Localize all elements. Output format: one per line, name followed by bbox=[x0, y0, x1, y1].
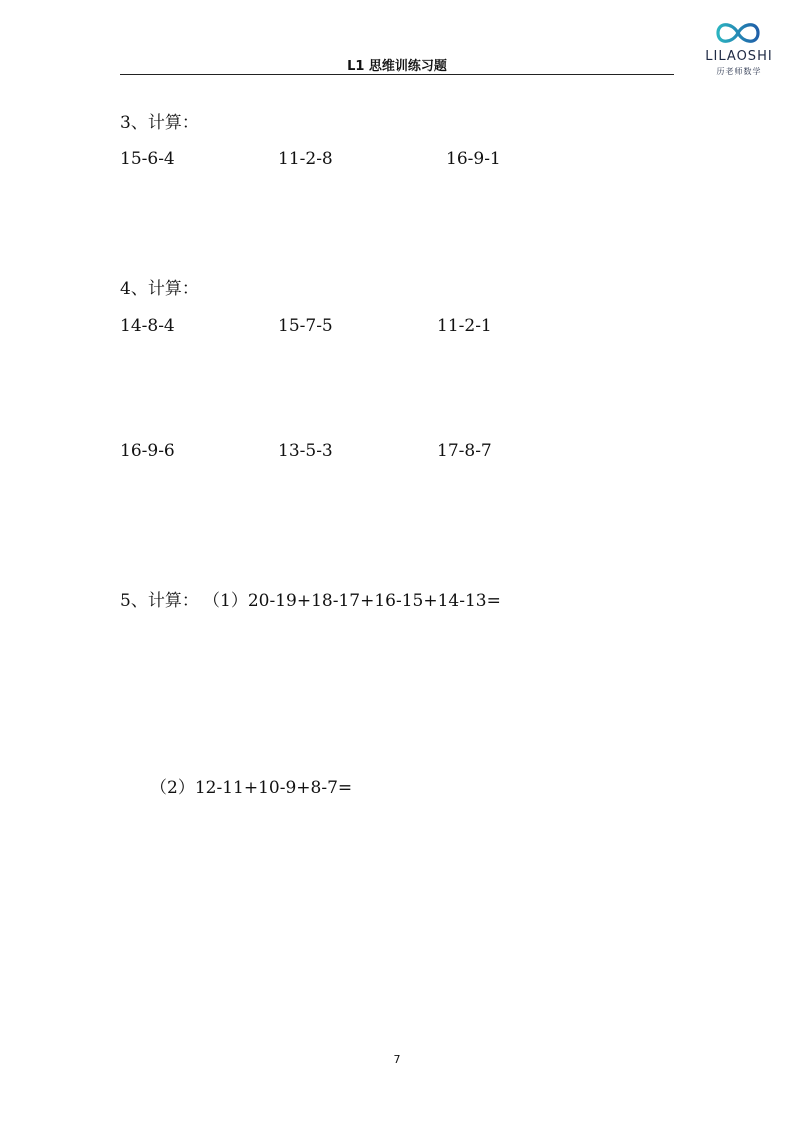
q4-expression-1: 14-8-4 bbox=[120, 316, 175, 336]
q5-label: 5、计算： bbox=[120, 591, 199, 611]
infinity-logo-icon bbox=[712, 18, 764, 48]
q4-expression-3: 11-2-1 bbox=[437, 316, 492, 336]
q3-expression-3: 16-9-1 bbox=[446, 149, 501, 169]
q4-expression-2: 15-7-5 bbox=[278, 316, 333, 336]
q4-expression-5: 13-5-3 bbox=[278, 441, 333, 461]
q3-expression-1: 15-6-4 bbox=[120, 149, 175, 169]
header-title: L1 思维训练习题 bbox=[347, 59, 447, 74]
logo-text: LILAOSHI bbox=[705, 49, 773, 64]
q4-expression-6: 17-8-7 bbox=[437, 441, 492, 461]
brand-logo bbox=[700, 18, 780, 78]
q5-part-2: （2）12-11+10-9+8-7= bbox=[150, 778, 353, 798]
q3-expression-2: 11-2-8 bbox=[278, 149, 333, 169]
page-number: 7 bbox=[393, 1053, 401, 1066]
q4-expression-4: 16-9-6 bbox=[120, 441, 175, 461]
logo-subtext: 历老师数学 bbox=[716, 67, 762, 76]
q4-label: 4、计算： bbox=[120, 279, 199, 299]
q5-part-1: （1）20-19+18-17+16-15+14-13= bbox=[203, 591, 501, 611]
q3-label: 3、计算： bbox=[120, 113, 199, 133]
header-divider bbox=[120, 74, 674, 75]
